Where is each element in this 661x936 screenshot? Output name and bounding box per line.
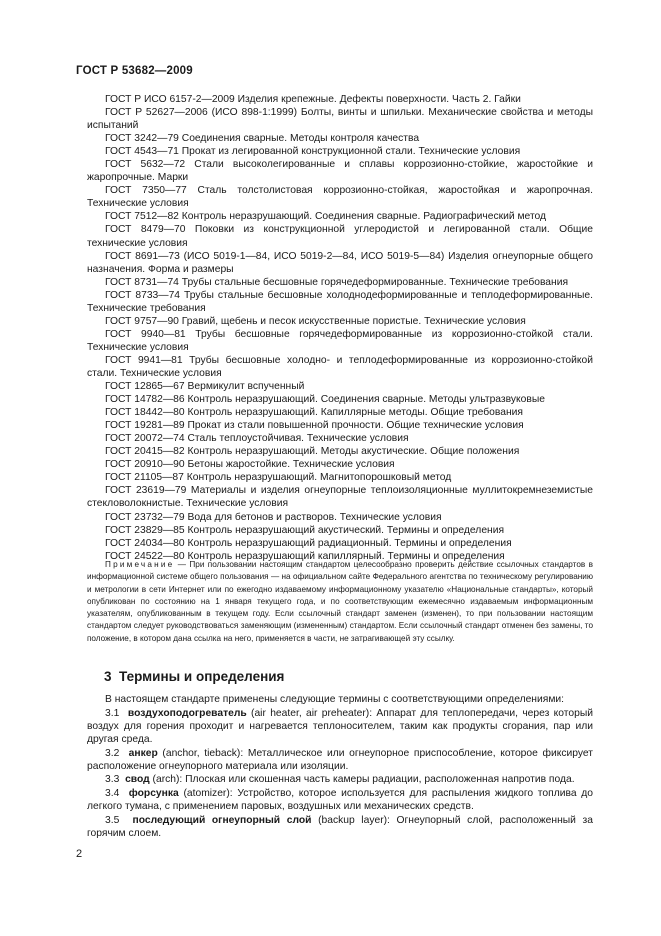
reference-item: ГОСТ 21105—87 Контроль неразрушающий. Магнитопорошковый метод [105,472,452,484]
term-name: последующий огнеупорный слой [132,814,312,826]
term-name: воздухоподогреватель [127,707,247,719]
reference-item: ГОСТ 23829—85 Контроль неразрушающий акустический. Термины и определения [105,524,505,536]
reference-item: ГОСТ 12865—67 Вермикулит вспученный [105,381,305,393]
reference-item: ГОСТ 8479—70 Поковки из конструкционной углеродистой и легированной стали. Общие технические условия [87,224,593,249]
document-header: ГОСТ Р 53682—2009 [76,65,193,77]
reference-item: ГОСТ 8731—74 Трубы стальные бесшовные горячедеформированные. Технические требования [105,276,569,288]
reference-item: ГОСТ 20415—82 Контроль неразрушающий. Методы акустические. Общие положения [105,446,520,458]
term-number: 3.2 [105,747,120,759]
term-definition [87,814,593,840]
reference-item: ГОСТ 7512—82 Контроль неразрушающий. Соединения сварные. Радиографический метод [105,211,547,223]
reference-item: ГОСТ 4543—71 Прокат из легированной конструкционной стали. Технические условия [105,146,521,158]
reference-item: ГОСТ Р 52627—2006 (ИСО 898-1:1999) Болты, винты и шпильки. Механические свойства и методы испытаний [87,107,593,132]
reference-item: ГОСТ 5632—72 Стали высоколегированные и сплавы коррозионно-стойкие, жаростойкие и жаропрочные. Марки [87,159,593,184]
reference-item: ГОСТ 24034—80 Контроль неразрушающий радиационный. Термины и определения [105,537,512,549]
term-description: (arch): Плоская или скошенная часть камеры радиации, расположенная напротив пода. [149,774,575,786]
reference-item: ГОСТ 18442—80 Контроль неразрушающий. Капиллярные методы. Общие требования [105,407,523,419]
normative-references-list [87,93,593,563]
term-description: (atomizer): Устройство, которое используется для распыления жидкого топлива до легкого тумана, с применением паровых, воздушных или механических средств. [87,788,593,813]
references-note [87,559,593,645]
page-number: 2 [76,848,83,860]
reference-item: ГОСТ 9940—81 Трубы бесшовные горячедеформированные из коррозионно-стойкой стали. Технические условия [87,328,593,353]
term-description: (anchor, tieback): Металлическое или огнеупорное приспособление, которое фиксирует расположение огнеупорного материала или изоляции. [87,747,593,772]
reference-item: ГОСТ 14782—86 Контроль неразрушающий. Соединения сварные. Методы ультразвуковые [105,394,545,406]
note-text: — При пользовании настоящим стандартом целесообразно проверить действие ссылочных стандартов в информационной системе общего пользования — на официальном сайте Федерального агентства по техническому регулированию и метрологии в сети Интернет или по ежегодно издаваемому информационному указателю «Национальные стандарты», который опубликован по состоянию на 1 января текущего года, и по соответствующим ежемесячно издаваемым информационным указателям, опубликованным в текущем году. Если ссылочный стандарт заменен (изменен), то при пользовании настоящим стандартом следует руководствоваться заменяющим (измененным) стандартом. Если ссылочный стандарт отменен без замены, то положение, в котором дана ссылка на него, применяется в части, не затрагивающей эту ссылку. [87,560,593,643]
reference-item: ГОСТ 23732—79 Вода для бетонов и растворов. Технические условия [105,511,442,523]
reference-item: ГОСТ 9757—90 Гравий, щебень и песок искусственные пористые. Технические условия [105,315,526,327]
section-title-text: Термины и определения [119,669,285,684]
reference-item: ГОСТ 3242—79 Соединения сварные. Методы контроля качества [105,133,420,145]
term-number: 3.5 [105,814,120,826]
section-heading [104,669,284,684]
reference-item: ГОСТ 8691—73 (ИСО 5019-1—84, ИСО 5019-2—84, ИСО 5019-5—84) Изделия огнеупорные общего назначения. Форма и размеры [87,250,593,275]
term-definition [87,707,593,746]
reference-item: ГОСТ 20072—74 Сталь теплоустойчивая. Технические условия [105,433,409,445]
term-number: 3.4 [105,788,120,800]
note-label: Примечание [105,560,175,569]
reference-item: ГОСТ Р ИСО 6157-2—2009 Изделия крепежные. Дефекты поверхности. Часть 2. Гайки [105,94,521,105]
term-number: 3.3 [105,774,120,786]
terms-section-body [87,693,593,841]
section-intro: В настоящем стандарте применены следующие термины с соответствующими определениями: [105,694,565,705]
term-description: (backup layer): Огнеупорный слой, расположенный за горячим слоем. [87,814,593,839]
term-description: (air heater, air preheater): Аппарат для теплопередачи, через который воздух для горения проходит и нагревается теплоносителем, таким как продукты сгорания, пар или другая среда. [87,707,593,745]
term-definition [87,787,593,813]
reference-item: ГОСТ 23619—79 Материалы и изделия огнеупорные теплоизоляционные муллитокремнеземистые стекловолокнистые. Технические условия [87,485,593,510]
reference-item: ГОСТ 19281—89 Прокат из стали повышенной прочности. Общие технические условия [105,420,524,432]
term-name: форсунка [128,788,179,800]
reference-item: ГОСТ 7350—77 Сталь толстолистовая коррозионно-стойкая, жаростойкая и жаропрочная. Технические условия [87,185,593,210]
reference-item: ГОСТ 8733—74 Трубы стальные бесшовные холоднодеформированные и теплодеформированные. Технические требования [87,289,593,314]
reference-item: ГОСТ 20910—90 Бетоны жаростойкие. Технические условия [105,459,395,471]
term-definition [87,747,593,773]
term-definition [87,773,593,786]
term-number: 3.1 [105,707,120,719]
term-name: анкер [128,747,158,759]
term-name: свод [125,774,150,786]
section-number: 3 [104,669,112,684]
reference-item: ГОСТ 9941—81 Трубы бесшовные холодно- и теплодеформированные из коррозионно-стойкой стали. Технические условия [87,354,593,379]
reference-item: ГОСТ 24522—80 Контроль неразрушающий капиллярный. Термины и определения [105,550,505,562]
